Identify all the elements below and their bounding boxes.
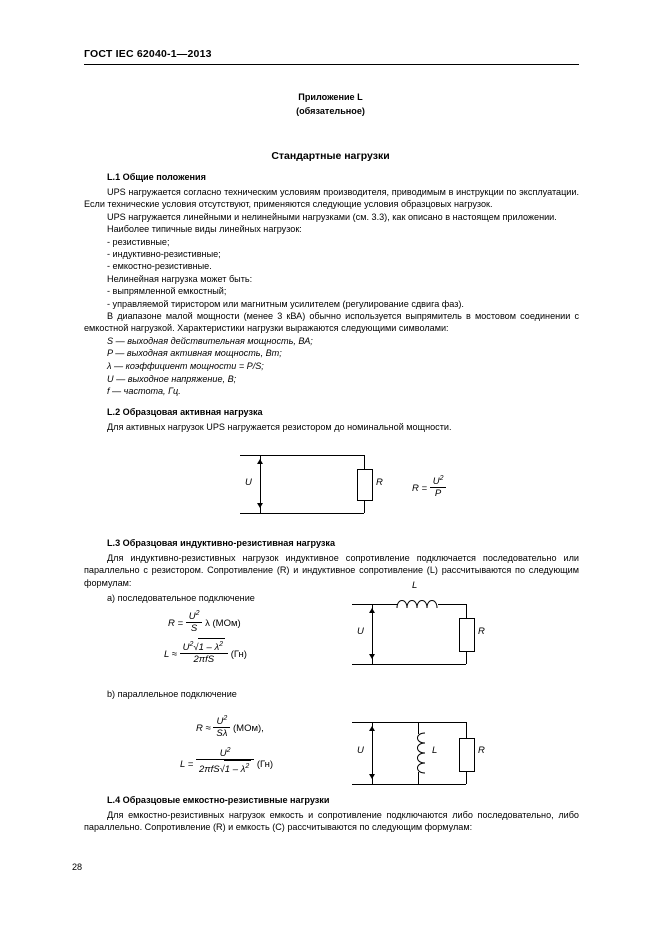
l3-option-b-label: b) параллельное подключение (107, 689, 237, 699)
formula-numerator: U (216, 716, 224, 728)
formula-denominator: Sλ (216, 728, 228, 740)
formula-radicand-exponent: 2 (245, 763, 250, 771)
symbol-definition: λ — коэффициент мощности = P/S; (107, 361, 264, 372)
page-header-standard: ГОСТ IEC 62040-1—2013 (84, 48, 212, 60)
symbol-definition: f — частота, Гц. (107, 386, 181, 397)
formula-denominator: 2πfS (193, 654, 215, 666)
l1-paragraph-4: Нелинейная нагрузка может быть: (107, 273, 253, 284)
formula-lhs: R = (168, 617, 184, 629)
resistor-symbol (357, 469, 373, 501)
l3-paragraph-1: Для индуктивно-резистивных нагрузок индуктивное сопротивление подключается последовательно или параллельно с резистором. Сопротивление (R) и индуктивное сопротивление (L) рассчитываются по следующим формулам: (84, 553, 579, 588)
formula-tail: λ (МОм) (205, 617, 241, 629)
formula-radicand: 1 – λ (224, 764, 246, 776)
formula-denominator: 2πfS (198, 764, 220, 776)
list-item: - выпрямленной емкостный; (107, 286, 227, 297)
list-item: - управляемой тиристором или магнитным усилителем (регулирование сдвига фаз). (107, 298, 464, 309)
section-heading-l2: L.2 Образцовая активная нагрузка (107, 406, 263, 417)
formula-tail: (Гн) (230, 648, 247, 660)
formula-radicand-exponent: 2 (219, 641, 224, 648)
formula-tail: (МОм), (233, 722, 264, 734)
formula-numerator: U (219, 748, 227, 760)
l2-paragraph-1: Для активных нагрузок UPS нагружается резистором до номинальной мощности. (107, 421, 452, 432)
diagram-label-l: L (432, 745, 438, 756)
annex-sublabel: (обязательное) (296, 106, 365, 116)
formula-lhs: R ≈ (196, 722, 211, 734)
page-number: 28 (72, 862, 83, 872)
formula-numerator-exponent: 2 (226, 747, 231, 754)
symbol-definition: U — выходное напряжение, В; (107, 373, 237, 384)
symbol-definition: P — выходная активная мощность, Вт; (107, 348, 282, 359)
formula-denominator: S (190, 623, 198, 635)
section-heading-l1: L.1 Общие положения (107, 172, 206, 182)
diagram-parallel-rl-load (352, 718, 485, 788)
formula-numerator-exponent: 2 (195, 610, 200, 617)
document-body (84, 172, 579, 433)
section-heading-l3: L.3 Образцовая индуктивно-резистивная нагрузка (107, 538, 336, 548)
diagram-label-u: U (357, 745, 364, 756)
diagram-resistive-load (240, 455, 383, 517)
diagram-label-u: U (357, 626, 364, 637)
diagram-label-l: L (412, 580, 418, 591)
formula-numerator-exponent: 2 (189, 641, 194, 648)
l3-option-a-label: a) последовательное подключение (107, 593, 255, 604)
l4-paragraph-1: Для емкостно-резистивных нагрузок емкость и сопротивление подключаются либо последовательно, либо параллельно. Сопротивление (R) и емкость (C) рассчитываются по следующим формулам: (84, 810, 579, 833)
inductor-symbol (411, 732, 427, 774)
formula-numerator: U (432, 476, 440, 488)
formula-l3a-1 (168, 608, 241, 634)
resistor-symbol (459, 618, 475, 652)
formula-numerator-exponent: 2 (223, 715, 228, 722)
formula-radicand: 1 – λ (198, 642, 220, 654)
formula-lhs: L = (180, 759, 194, 771)
page-title: Стандартные нагрузки (271, 150, 390, 162)
formula-l3b-1 (196, 713, 264, 739)
formula-numerator: U (182, 642, 190, 654)
diagram-series-rl-load (352, 580, 485, 668)
list-item: - индуктивно-резистивные; (107, 249, 221, 260)
l1-paragraph-3: Наиболее типичные виды линейных нагрузок: (107, 224, 302, 235)
inductor-symbol (396, 595, 440, 609)
diagram-label-r: R (478, 626, 485, 637)
formula-lhs: R = (412, 482, 428, 494)
formula-lhs: L ≈ (164, 648, 177, 660)
annex-label: Приложение L (298, 92, 363, 102)
formula-numerator: U (188, 611, 196, 623)
formula-tail: (Гн) (256, 759, 274, 771)
header-divider (84, 64, 579, 65)
formula-numerator-exponent: 2 (439, 475, 444, 482)
list-item: - емкостно-резистивные. (107, 261, 212, 272)
diagram-label-r: R (376, 477, 383, 488)
formula-l3a-2: L ≈ $\frac{U^2√1 - \lambda^2}{\text{2πfS}}$ (Гн) (164, 638, 247, 665)
resistor-symbol (459, 738, 475, 772)
formula-denominator: P (434, 488, 442, 500)
symbol-definition: S — выходная действительная мощность, ВА; (107, 335, 313, 346)
section-heading-l4: L.4 Образцовые емкостно-резистивные нагрузки (107, 795, 330, 805)
list-item: - резистивные; (107, 236, 170, 247)
l1-paragraph-1: UPS нагружается согласно техническим условиям производителя, приводимым в инструкции по эксплуатации. Если технические условия отсутствуют, применяются следующие условия образцовых нагрузок. (84, 187, 579, 210)
l1-paragraph-2: UPS нагружается линейными и нелинейными нагрузками (см. 3.3), как описано в настоящем приложении. (107, 211, 557, 222)
formula-l3b-2: L = $\frac{U^2}{2\pi fS√1 - \lambda^2}$ (Гн) (180, 747, 274, 776)
diagram-label-u: U (245, 477, 252, 488)
l1-paragraph-5: В диапазоне малой мощности (менее 3 кВА) обычно используется выпрямитель в мостовом соединении с емкостной нагрузкой. Характеристики нагрузки выражаются следующими символами: (84, 311, 579, 334)
diagram-label-r: R (478, 745, 485, 756)
formula-l2 (412, 473, 446, 499)
